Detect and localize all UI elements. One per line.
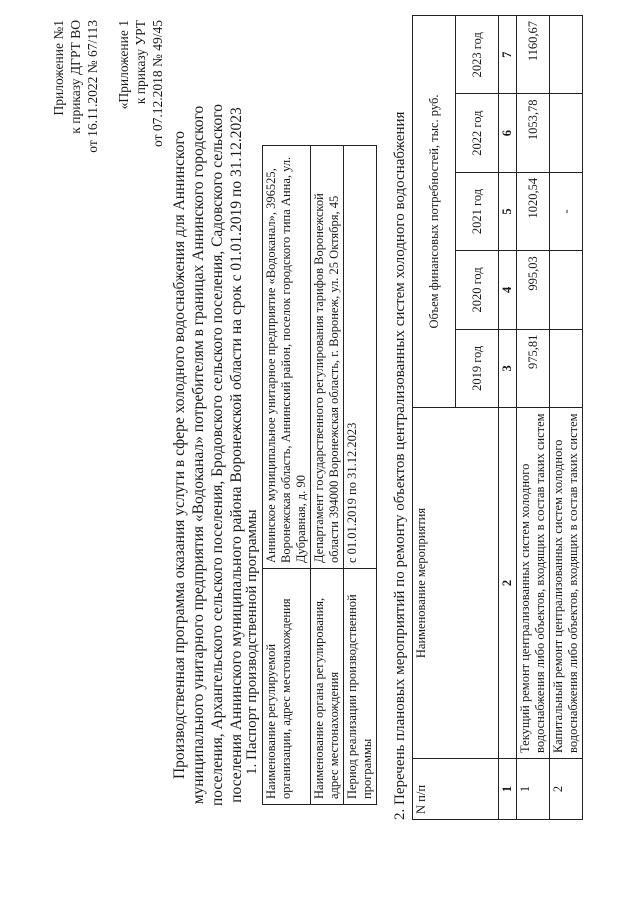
- index-cell: 3: [499, 329, 517, 407]
- index-cell: 6: [499, 94, 517, 172]
- title-line: Производственная программа оказания услуги в сфере холодного водоснабжения для Аннинского: [171, 130, 188, 780]
- row-value: 1020,54: [517, 172, 550, 250]
- row-value: [550, 251, 583, 329]
- year-header: 2023 год: [456, 16, 499, 94]
- row-value: 975,81: [517, 329, 550, 407]
- approval-line: «Приложение 1: [116, 20, 131, 110]
- passport-label: Наименование регулируемой организации, адрес местонахождения: [263, 569, 311, 805]
- row-value: 995,03: [517, 251, 550, 329]
- year-header: 2020 год: [456, 251, 499, 329]
- document-title: [170, 75, 246, 835]
- approval-line: от 16.11.2022 № 67/113: [85, 20, 100, 153]
- col-num-header: N п/п: [413, 759, 499, 820]
- row-value: 1160,67: [517, 16, 550, 94]
- year-header: 2022 год: [456, 94, 499, 172]
- passport-label: Период реализации производственной программы: [344, 569, 377, 805]
- col-name-header: Наименование мероприятия: [413, 408, 499, 759]
- approval-block: [50, 20, 166, 160]
- year-header: 2019 год: [456, 329, 499, 407]
- approval-line: от 07.12.2018 № 49/45: [150, 20, 165, 147]
- title-line: поселения Аннинского муниципального района Воронежской области на срок с 01.01.2019 по 31.12.2023: [228, 107, 245, 803]
- index-cell: 7: [499, 16, 517, 94]
- approval-line: к приказу ДГРТ ВО: [68, 20, 83, 134]
- table-row: [311, 146, 344, 805]
- row-value: 1053,78: [517, 94, 550, 172]
- passport-label: Наименование органа регулирования, адрес местонахождения: [311, 569, 344, 805]
- approval-line: Приложение №1: [51, 20, 66, 116]
- passport-value: с 01.01.2019 по 31.12.2023: [344, 146, 377, 569]
- table-row: [517, 16, 550, 820]
- repair-measures-table: [412, 15, 583, 820]
- section2-heading: 2. Перечень плановых мероприятий по ремонту объектов централизованных систем холодного водоснабжения: [392, 111, 408, 820]
- table-row: [344, 146, 377, 805]
- table-row: [263, 146, 311, 805]
- approval-line: к приказу УРТ: [133, 20, 148, 105]
- passport-table: [262, 145, 377, 805]
- title-line: муниципального унитарного предприятия «Водоканал» потребителям в границах Аннинского городского: [190, 105, 207, 805]
- passport-value: Департамент государственного регулирования тарифов Воронежской области 394000 Воронежская область, г. Воронеж, ул. 25 Октября, 45: [311, 146, 344, 569]
- section1-heading: 1. Паспорт производственной программы: [244, 509, 260, 775]
- col-group-header: Объем финансовых потребностей, тыс. руб.: [413, 16, 456, 408]
- row-value: [550, 16, 583, 94]
- index-cell: 1: [499, 759, 517, 820]
- table-header-row: [413, 16, 456, 820]
- passport-value: Аннинское муниципальное унитарное предприятие «Водоканал», 396525, Воронежская область, Аннинский район, поселок городского типа Анна, ул. Дубравная, д. 90: [263, 146, 311, 569]
- row-value: -: [550, 172, 583, 250]
- row-value: [550, 94, 583, 172]
- table-index-row: [499, 16, 517, 820]
- row-num: 2: [550, 759, 583, 820]
- index-cell: 4: [499, 251, 517, 329]
- row-name: Текущий ремонт централизованных систем холодного водоснабжения либо объектов, входящих в состав таких систем: [517, 408, 550, 759]
- title-line: поселения, Архангельского сельского поселения, Бродовского сельского поселения, Садовского сельского: [209, 104, 226, 806]
- table-row: [550, 16, 583, 820]
- row-name: Капитальный ремонт централизованных систем холодного водоснабжения либо объектов, входящих в состав таких систем: [550, 408, 583, 759]
- index-cell: 2: [499, 408, 517, 759]
- year-header: 2021 год: [456, 172, 499, 250]
- row-num: 1: [517, 759, 550, 820]
- index-cell: 5: [499, 172, 517, 250]
- row-value: [550, 329, 583, 407]
